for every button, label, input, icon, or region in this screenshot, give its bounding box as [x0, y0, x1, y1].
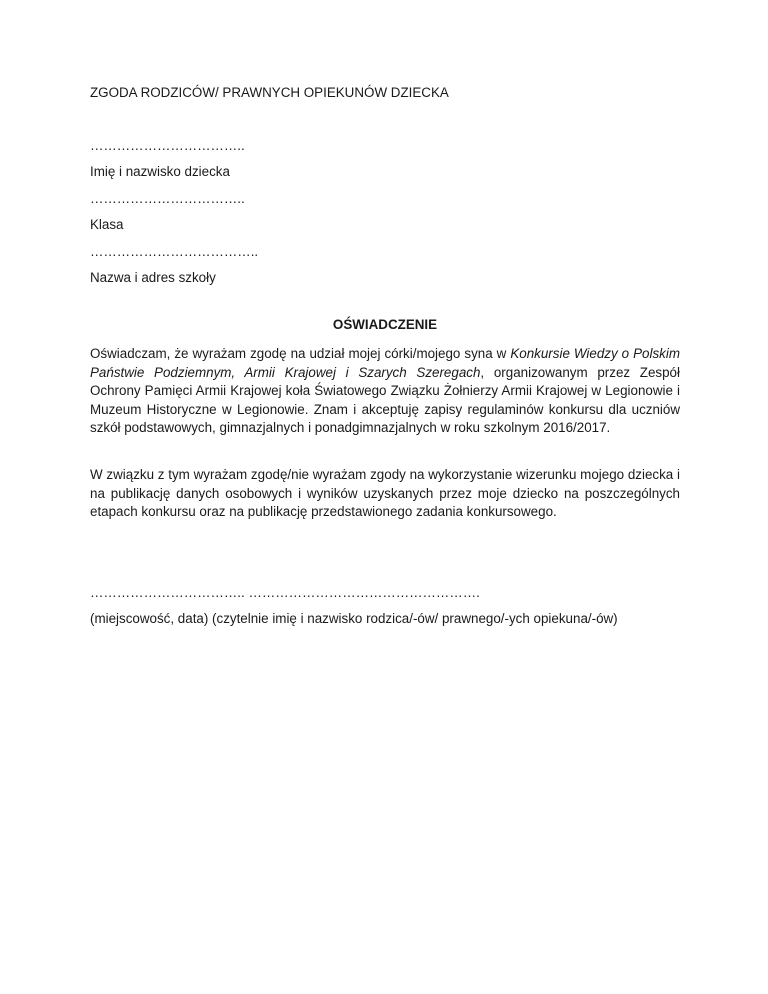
child-name-label: Imię i nazwisko dziecka [90, 164, 230, 179]
signature-dots: …………………………….. ……………………………………………. [90, 585, 480, 600]
statement-heading: OŚWIADCZENIE [332, 317, 438, 332]
class-label: Klasa [90, 217, 124, 232]
signature-label: (miejscowość, data) (czytelnie imię i nazwisko rodzica/-ów/ prawnego/-ych opiekuna/-ów) [90, 611, 618, 626]
school-label: Nazwa i adres szkoły [90, 270, 216, 285]
competition-name: Konkursie Wiedzy o Polskim Państwie Podziemnym, Armii Krajowej i Szarych Szeregach [90, 346, 680, 380]
statement-paragraph-2: W związku z tym wyrażam zgodę/nie wyrażam zgody na wykorzystanie wizerunku mojego dziecka i na publikację danych osobowych i wyników uzyskanych przez moje dziecko na poszczególnych etapach konkursu oraz na publikację przedstawionego zadania konkursowego. [90, 467, 680, 520]
child-name-dots: …………………………….. [90, 138, 245, 153]
school-dots: ……………………………….. [90, 244, 259, 259]
class-dots: …………………………….. [90, 191, 245, 206]
statement-p1-start: Oświadczam, że wyrażam zgodę na udział mojej córki/mojego syna w [90, 346, 511, 361]
statement-p1-end: , organizowanym przez Zespół Ochrony Pamięci Armii Krajowej koła Światowego Związku Żołnierzy Armii Krajowej w Legionowie i Muzeum Historyczne w Legionowie. Znam i akceptuję zapisy regulaminów konkursu dla uczniów szkół podstawowych, gimnazjalnych i ponadgimnazjalnych w roku szkolnym 2016/2017. [90, 364, 680, 436]
statement-paragraph-1 [90, 345, 680, 438]
document-title: ZGODA RODZICÓW/ PRAWNYCH OPIEKUNÓW DZIECKA [90, 85, 449, 100]
